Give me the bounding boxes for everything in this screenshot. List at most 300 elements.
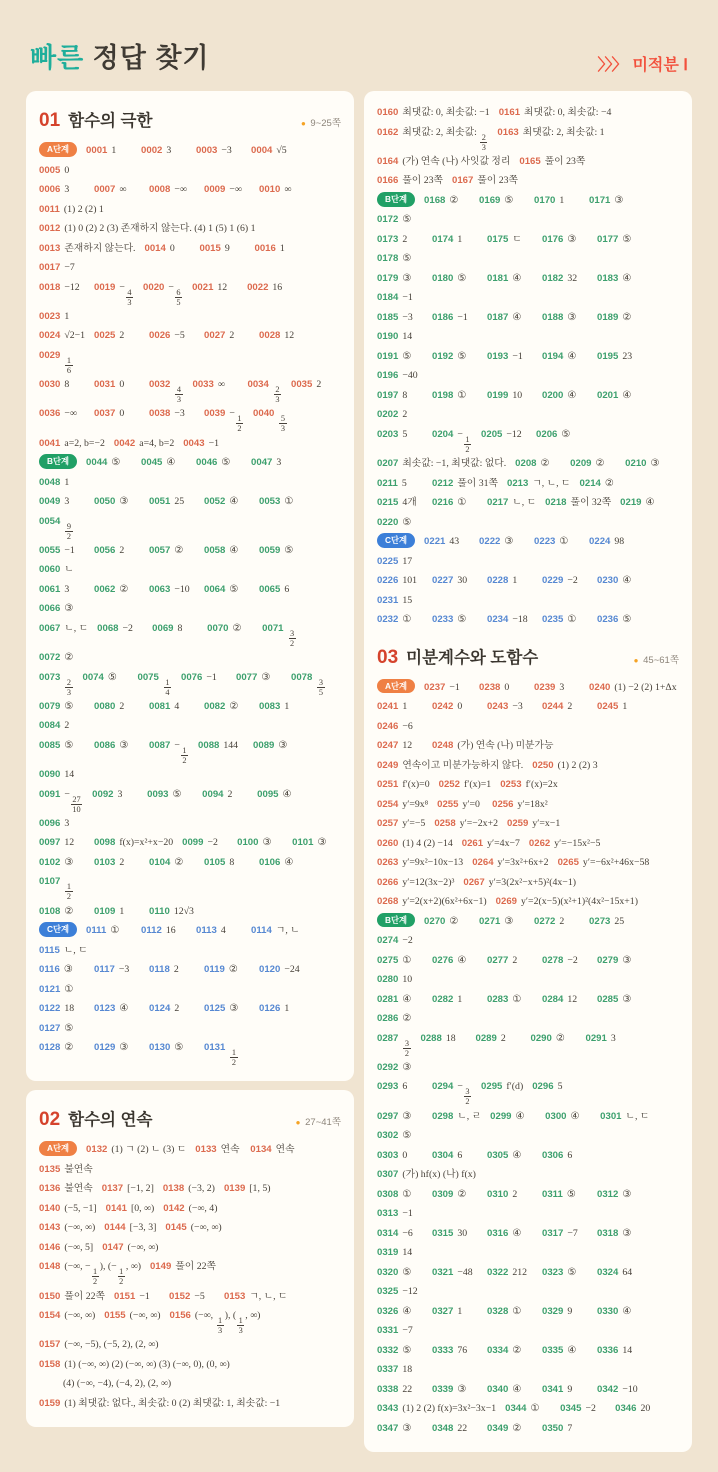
answer-row [377,814,679,834]
item-number: 0034 [247,379,269,390]
fraction: $\frac{9}{2}$ [66,521,71,541]
section-pages-text: 9~25쪽 [310,118,341,129]
answer-row [39,668,341,697]
item-number: 0089 [253,739,275,751]
item-number: 0181 [487,272,509,284]
answer-item [102,1238,158,1258]
answer-row [39,180,341,200]
item-number: 0239 [534,681,556,693]
item-number: 0211 [377,477,398,489]
answer-item [170,1306,261,1335]
item-number: 0135 [39,1163,61,1175]
answer-item [487,610,533,630]
answer-item [432,1341,478,1361]
item-number: 0257 [377,818,399,829]
answer-item [487,571,533,591]
answer-item [597,610,643,630]
item-answer: ② [174,544,184,556]
item-number: 0305 [487,1149,509,1161]
item-number: 0072 [39,652,61,663]
item-answer: −10 [622,1383,638,1395]
item-answer: ③ [614,194,624,206]
item-answer: −12 [506,428,522,440]
item-number: 0161 [498,107,521,118]
item-answer: −1 [402,1208,413,1219]
answer-item [432,571,478,591]
item-number: 0303 [377,1149,399,1161]
answer-item [507,814,560,834]
answer-row [39,902,341,922]
item-number: 0190 [377,331,399,343]
item-number: 0335 [542,1344,564,1356]
item-number: 0347 [377,1422,399,1434]
item-answer: 3 [64,496,70,507]
answer-item [94,697,140,717]
answer-item [432,474,498,494]
item-number: 0045 [141,457,163,468]
item-answer: ⑤ [172,788,182,800]
answer-item [39,580,85,600]
answer-item [94,492,140,512]
item-number: 0080 [94,700,116,712]
answer-item [39,941,88,961]
item-answer: −1 [449,681,460,693]
item-number: 0202 [377,409,399,421]
answer-item [181,668,227,688]
item-number: 0216 [432,497,454,508]
item-answer: −2 [585,1403,596,1414]
item-answer: 2 [512,954,518,966]
item-number: 0346 [615,1403,637,1414]
item-number: 0287 [377,1032,399,1044]
answer-item [377,1107,423,1127]
answer-row [39,1374,341,1394]
item-number: 0321 [432,1266,454,1278]
answer-item [481,1077,523,1097]
item-answer: ③ [402,1110,412,1122]
answer-item [259,960,305,980]
item-answer: 30 [457,575,468,586]
item-answer: ③ [64,856,74,868]
item-number: 0231 [377,594,399,606]
item-answer: ② [64,652,74,663]
item-number: 0017 [39,262,61,273]
answer-item [377,1380,423,1400]
answer-item [377,288,423,308]
answer-item [500,775,558,795]
item-answer: ③ [119,496,129,507]
answer-item [377,1419,423,1439]
answer-item [542,1302,588,1322]
item-answer: 101 [402,575,418,586]
item-answer: √2−1 [64,330,86,342]
item-answer: 1 [279,242,285,254]
item-number: 0131 [204,1042,226,1053]
item-number: 0200 [542,389,564,401]
item-answer: − $\frac{1}{2}$ [174,739,187,765]
item-answer: (가) 연속 (나) 사잇값 정리 [402,155,511,167]
answer-item [589,912,635,932]
answer-item [542,990,588,1010]
answer-item [377,571,423,591]
item-answer: ② [64,1042,74,1053]
item-number: 0249 [377,759,399,771]
answer-item [377,1399,496,1419]
item-number: 0337 [377,1364,399,1375]
item-number: 0031 [94,379,116,390]
item-answer: 1 [559,194,565,206]
item-number: 0240 [589,681,611,693]
item-number: 0324 [597,1266,619,1278]
item-answer: y′=−5 [402,818,426,829]
item-number: 0105 [204,856,226,868]
item-answer: ③ [567,233,577,245]
item-answer: ⑤ [402,214,412,226]
item-number: 0340 [487,1383,509,1395]
answer-item [377,1302,423,1322]
item-number: 0064 [204,583,226,595]
answer-item [377,474,423,494]
item-number: 0076 [181,671,203,683]
item-answer: ④ [166,457,176,468]
item-number: 0164 [377,155,399,167]
item-number: 0350 [542,1422,564,1434]
item-answer: 18 [402,1364,413,1375]
answer-item [39,473,85,493]
item-answer: 3 [117,788,123,800]
answer-item [487,1224,533,1244]
item-number: 0306 [542,1149,564,1161]
item-number: 0054 [39,515,61,527]
item-number: 0323 [542,1266,564,1278]
answer-item [255,239,301,259]
item-number: 0247 [377,740,399,751]
answer-item [94,833,173,853]
item-number: 0172 [377,214,399,226]
answer-item [94,326,140,346]
item-answer: −1 [64,544,75,556]
answer-row [39,278,341,327]
item-number: 0147 [102,1241,124,1253]
item-number: 0087 [149,739,171,751]
item-answer: −1 [206,671,217,683]
answer-item [150,1257,216,1277]
item-number: 0119 [204,964,225,975]
answer-row [377,171,679,191]
answer-item [542,951,588,971]
answer-item [432,347,478,367]
item-answer: 14 [402,1247,413,1258]
item-answer: 18 [445,1032,456,1044]
fraction: $\frac{1}{2}$ [182,745,187,765]
item-number: 0327 [432,1305,454,1317]
answer-item [114,1287,160,1307]
item-answer: 0 [402,1149,408,1161]
item-number: 0280 [377,974,399,985]
stage-badge-c: C단계 [39,922,77,937]
item-number: 0088 [198,739,220,751]
fraction: $\frac{3}{2}$ [290,628,295,648]
item-number: 0043 [183,437,205,449]
answer-item [432,1077,472,1106]
item-number: 0013 [39,242,61,254]
answer-item [141,141,187,161]
item-number: 0171 [589,194,611,206]
answer-item [149,902,195,922]
item-number: 0261 [461,837,484,849]
item-answer: 풀이 23쪽 [544,155,586,167]
answer-item [377,103,490,123]
answer-item [377,795,428,815]
item-number: 0186 [432,311,454,323]
answer-item [463,873,576,893]
answer-item [183,434,229,454]
answer-item [542,1419,588,1439]
item-number: 0156 [169,1310,191,1321]
answer-item [237,833,283,853]
answer-item [377,1165,476,1185]
answer-item [432,1107,481,1127]
answer-row [39,141,341,180]
item-number: 0141 [105,1202,127,1214]
answer-item [259,492,305,512]
item-number: 0175 [487,233,509,245]
item-answer: (−∞, −5), (−5, 2), (2, ∞) [64,1339,159,1351]
item-answer: y′=0 [462,798,480,810]
item-answer: ④ [515,1110,525,1122]
item-answer: ① [530,1403,540,1414]
answer-item [39,1038,85,1058]
item-answer: (−3, 2) [188,1183,215,1195]
item-number: 0255 [437,798,459,810]
item-number: 0302 [377,1130,399,1141]
answer-item [377,1360,423,1380]
item-answer: 5 [401,477,407,489]
item-answer: (−∞, 5] [64,1241,94,1253]
item-answer: 최솟값: −1, 최댓값: 없다. [402,458,507,469]
item-number: 0094 [202,788,224,800]
answer-row [39,1257,341,1286]
answer-item [377,970,423,990]
item-number: 0130 [149,1042,171,1053]
item-number: 0264 [472,857,494,868]
item-answer: f(x)=x²+x−20 [119,837,174,849]
item-number: 0274 [377,935,399,946]
item-number: 0145 [165,1222,187,1234]
item-number: 0245 [597,701,619,712]
item-number: 0312 [597,1188,619,1200]
answer-item [149,541,195,561]
item-number: 0260 [377,837,399,849]
item-number: 0299 [490,1110,512,1122]
answer-item [479,532,525,552]
answer-item [377,123,488,152]
answer-item [542,610,588,630]
answer-item [377,230,423,250]
answer-item [39,541,85,561]
item-number: 0334 [487,1344,509,1356]
answer-item [204,404,244,433]
answer-item [39,1257,141,1286]
item-answer: 30 [457,1227,468,1239]
answer-item [432,269,478,289]
answer-item [94,999,140,1019]
item-answer: ① [402,1188,412,1200]
item-answer: ㄱ, ㄴ [275,925,300,936]
answer-item [487,1302,533,1322]
answer-item [149,697,195,717]
item-number: 0109 [94,905,116,917]
answer-item [487,990,533,1010]
item-answer: ③ [457,1383,467,1395]
item-answer: ⑤ [566,1188,576,1200]
item-number: 0169 [479,194,501,206]
item-number: 0196 [377,370,399,382]
section-block [377,644,679,1439]
item-number: 0137 [101,1183,124,1195]
answer-row [377,1185,679,1224]
item-number: 0005 [39,164,61,176]
item-answer: ∞ [284,184,292,195]
answer-item [439,775,492,795]
answer-item [39,161,85,181]
answer-item [589,191,635,211]
item-number: 0198 [432,389,454,401]
stage-badge-b: B단계 [39,454,77,469]
item-answer: 8 [177,622,183,634]
item-answer: −1 [139,1290,150,1302]
answer-row [377,1146,679,1185]
item-number: 0150 [39,1290,61,1302]
answer-item [39,697,85,717]
item-number: 0095 [257,788,279,800]
item-answer: 존재하지 않는다. [64,242,136,254]
item-number: 0226 [377,575,399,586]
answer-item [141,921,187,941]
stage-badge-a: A단계 [39,142,77,157]
item-answer: y′=3x²+6x+2 [497,857,549,868]
item-answer: −2 [207,837,218,849]
item-answer: ③ [229,1003,239,1014]
item-answer: 8 [402,389,408,401]
item-answer: f′(d) [506,1081,524,1093]
answer-item [262,619,297,648]
item-answer: −5 [174,330,185,342]
answer-item [542,308,588,328]
answer-row [377,123,679,152]
answer-row [377,347,679,386]
item-answer: 1 [402,701,408,712]
item-number: 0129 [94,1042,116,1053]
item-number: 0236 [597,614,619,625]
item-answer: −3 [221,145,232,156]
item-answer: 25 [614,915,625,927]
item-answer: 5 [557,1081,563,1093]
answer-item [542,386,588,406]
item-answer: ⑤ [402,1344,412,1356]
answer-item [39,180,85,200]
answer-item [102,1179,154,1199]
answer-item [597,1185,643,1205]
fraction: $\frac{27}{10}$ [72,794,81,814]
item-answer: (1) (−∞, ∞) (2) (−∞, ∞) (3) (−∞, 0), (0, ∞) [64,1358,230,1370]
item-number: 0201 [597,389,619,401]
item-answer: ㄴ, ㄷ [512,497,537,508]
item-answer: 풀이 23쪽 [477,175,518,187]
item-number: 0256 [492,798,514,810]
item-number: 0212 [432,477,454,489]
answer-item [377,756,523,776]
item-number: 0248 [432,740,454,751]
answer-item [149,960,195,980]
item-answer: 1 [457,993,463,1005]
item-number: 0048 [39,476,61,488]
item-number: 0225 [377,555,399,567]
item-answer: ⑤ [64,739,74,751]
item-number: 0060 [39,564,61,576]
item-answer: ① [457,389,467,401]
item-number: 0208 [515,458,537,469]
item-number: 0082 [204,700,226,712]
answer-item [39,1238,93,1258]
item-answer: −3 [512,701,523,712]
answer-item [377,1126,423,1146]
item-answer: 연속이고 미분가능하지 않다. [402,759,524,771]
item-answer: (−∞, ∞) [64,1222,96,1234]
item-number: 0006 [39,184,61,195]
fraction: $\frac{1}{2}$ [66,882,71,902]
answer-item [542,269,588,289]
item-answer: ① [284,496,294,507]
item-answer: ㄴ [64,564,74,576]
item-number: 0188 [542,311,564,323]
item-answer: 연속 [275,1144,295,1156]
answer-item [529,834,601,854]
answer-item [377,1077,423,1097]
item-number: 0289 [475,1032,497,1044]
item-number: 0118 [149,964,170,975]
item-number: 0230 [597,575,619,586]
item-number: 0099 [182,837,204,849]
item-number: 0010 [259,184,281,195]
item-answer: 3 [610,1032,616,1044]
item-number: 0077 [236,671,258,683]
answer-item [377,327,423,347]
item-number: 0103 [94,856,116,868]
answer-row [39,999,341,1038]
answer-item [597,1263,643,1283]
item-answer: 2 [512,1188,518,1200]
item-answer: ① [512,993,522,1005]
item-answer: 12 [217,281,228,293]
item-answer: ⑤ [504,194,514,206]
answer-item [192,278,238,298]
item-number: 0102 [39,856,61,868]
item-number: 0058 [204,544,226,556]
answer-row [377,1399,679,1419]
item-answer: (−5, −1] [64,1202,97,1214]
fraction: $\frac{3}{5}$ [318,677,323,697]
item-number: 0170 [534,194,556,206]
answer-item [39,346,74,375]
answer-item [39,1160,93,1180]
item-number: 0263 [377,857,399,868]
item-answer: ⑤ [402,516,412,528]
item-answer: ㄴ, ㄷ [64,622,89,634]
item-number: 0111 [86,925,107,936]
item-answer: 2 [229,330,235,342]
answer-item [149,999,195,1019]
